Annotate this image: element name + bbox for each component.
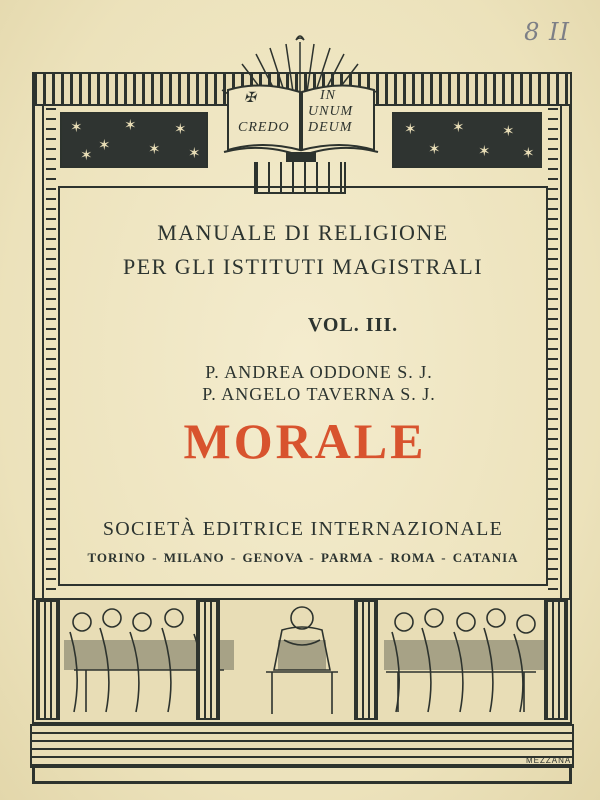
author-2: P. ANGELO TAVERNA S. J. [202,384,436,404]
star-icon: ✶ [148,140,161,158]
star-icon: ✶ [502,122,515,140]
artist-signature: MEZZANA [526,756,572,765]
scholars-illustration [34,600,570,722]
column-right [544,600,568,720]
book-word-unum: UNUM [308,104,354,119]
star-icon: ✶ [98,136,111,154]
right-pilaster [548,100,558,590]
cross-emblem-icon: ✠ [244,91,257,106]
handwritten-shelf-mark: 8 II [524,18,570,46]
star-icon: ✶ [174,120,187,138]
book-word-in: IN [320,88,336,103]
star-icon: ✶ [404,120,417,138]
starry-panel-right [392,112,542,168]
column-inner-right [354,600,378,720]
star-icon: ✶ [452,118,465,136]
book-word-deum: DEUM [308,120,353,135]
star-icon: ✶ [124,116,137,134]
publisher-name: SOCIETÀ EDITRICE INTERNAZIONALE [102,518,504,540]
volume-number: VOL. III. [307,314,399,336]
scholars-frieze [34,598,570,724]
star-icon: ✶ [428,140,441,158]
star-icon: ✶ [80,146,93,164]
star-icon: ✶ [522,144,535,162]
star-icon: ✶ [478,142,491,160]
frame-base [30,724,574,768]
book-title: MORALE [183,413,427,469]
star-icon: ✶ [70,118,83,136]
series-title-line-1: MANUALE DI RELIGIONE [157,220,449,245]
column-left [36,600,60,720]
column-inner-left [196,600,220,720]
starry-panel-left [60,112,208,168]
left-pilaster [46,100,56,590]
author-1: P. ANDREA ODDONE S. J. [205,362,433,382]
star-icon: ✶ [188,144,201,162]
book-word-credo: CREDO [238,120,290,135]
publisher-cities: TORINO - MILANO - GENOVA - PARMA - ROMA - CATANIA [87,550,519,565]
series-title-line-2: PER GLI ISTITUTI MAGISTRALI [122,254,484,279]
